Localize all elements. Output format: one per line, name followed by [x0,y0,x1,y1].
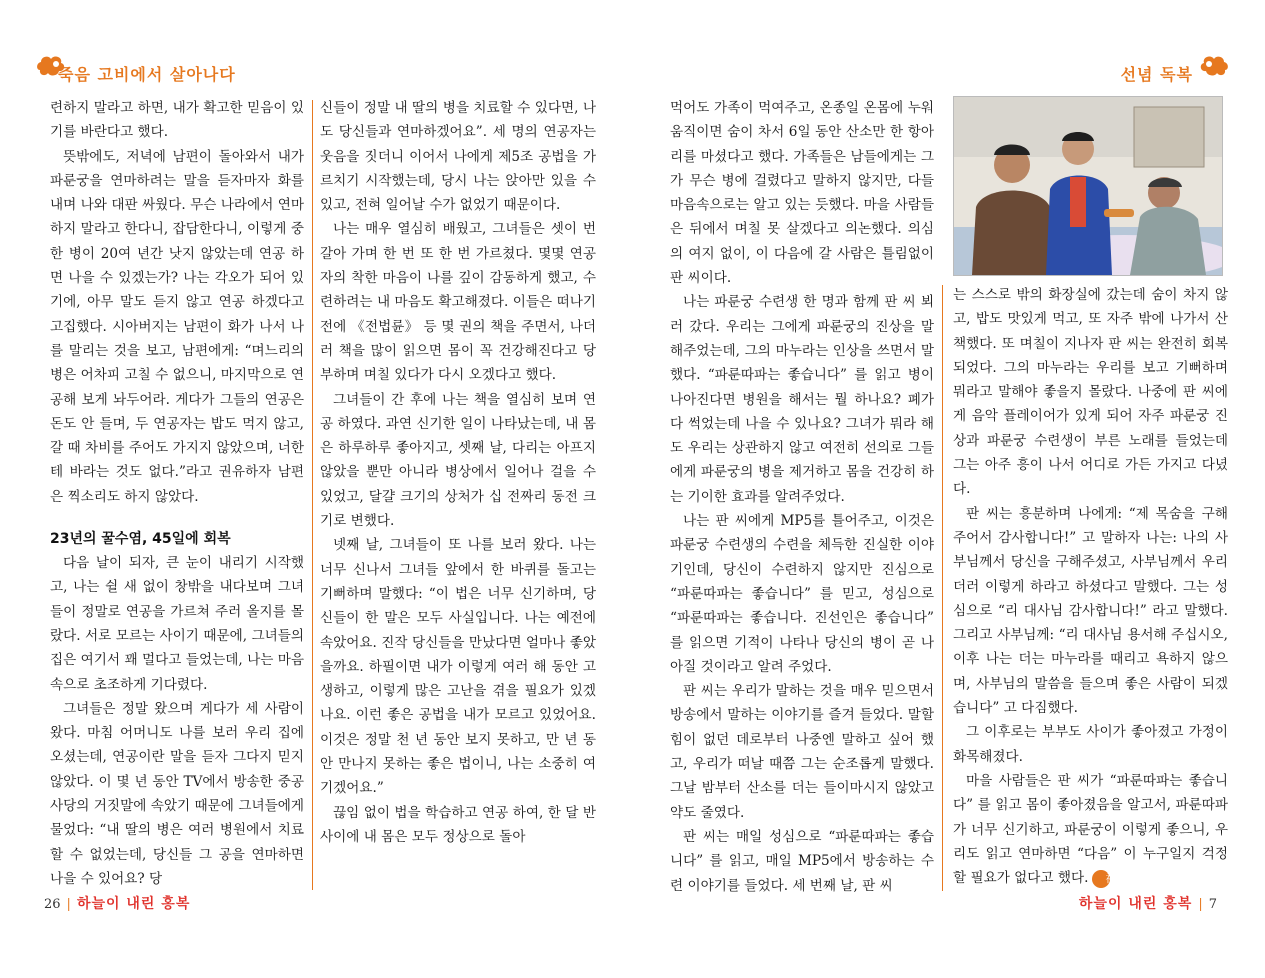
text-column-4 [953,283,1228,890]
column-divider [312,100,313,890]
paragraph-text: 마을 사람들은 판 씨가 “파룬따파는 좋습니다” 를 읽고 몸이 좋아졌음을 알고서, 파룬따파가 너무 신기하고, 파룬궁이 이렇게 좋으니, 우리도 읽고 연마하면 “다음” 이 누구일지 걱정할 필요가 없다고 했다. [953,772,1228,887]
paragraph: 그녀들은 정말 왔으며 게다가 세 사람이 왔다. 마침 어머니도 나를 보러 우리 집에 오셨는데, 연공이란 말을 듣자 그다지 믿지 않았다. 이 몇 년 동안 TV에서 방송한 중공사당의 거짓말에 속았기 때문에 그녀들에게 물었다: “내 딸의 병은 여러 병원에서 치료할 수 없었는데, 당신들 그 공을 연마하면 나을 수 있어요? 당 [50,700,304,887]
running-head: 죽음 고비에서 살아나다 [58,65,236,84]
column-divider [942,285,943,891]
paragraph: 그 이후로는 부부도 사이가 좋아졌고 가정이 화목해졌다. [953,724,1228,765]
paragraph: 다음 날이 되자, 큰 눈이 내리기 시작했고, 나는 쉴 새 없이 창밖을 내다보며 그녀들이 정말로 연공을 가르쳐 주러 올지를 몰랐다. 서로 모르는 사이기 때문에, 그녀들의 집은 여기서 꽤 멀다고 들었는데, 나는 마음속으로 초조하게 기다렸다. [50,555,304,693]
left-page [0,0,632,978]
paragraph: 끊임 없이 법을 학습하고 연공 하여, 한 달 반 사이에 내 몸은 모두 정상으로 돌아 [320,804,596,845]
paragraph: 련하지 말라고 하면, 내가 확고한 믿음이 있기를 바란다고 했다. [50,100,304,141]
paragraph: 먹어도 가족이 먹여주고, 온종일 온몸에 누워 움직이면 숨이 차서 6일 동안 산소만 한 항아리를 마셨다고 했다. 가족들은 남들에게는 그가 무슨 병에 걸렸다고 말하지 않지만, 다들 마음속으로는 알고 있는 듯했다. 마을 사람들은 뒤에서 며칠 못 살겠다고 의논했다. 의심의 여지 없이, 이 다음에 갈 사람은 틀림없이 판 씨이다. [670,100,934,287]
paragraph: 판 씨는 흥분하며 나에게: “제 목숨을 구해 주어서 감사합니다!” 고 말하자 나는: 나의 사부님께서 당신을 구해주셨고, 사부님께서 우리더러 이렇게 하라고 하셨다고 말했다. 그는 성심으로 “리 대사님 감사합니다!” 라고 말했다. 그리고 사부님께: “리 대사님 용서해 주십시오, 이후 나는 더는 마누라를 때리고 욕하지 않으며, 사부님의 말씀을 들으며 좋은 사람이 되겠습니다” 고 다짐했다. [953,505,1228,717]
paragraph: 그녀들이 간 후에 나는 책을 열심히 보며 연공 하였다. 과연 신기한 일이 나타났는데, 내 몸은 하루하루 좋아지고, 셋째 날, 다리는 아프지 않았을 뿐만 아니라 병상에서 일어나 걸을 수 있었고, 달걀 크기의 상처가 십 전짜리 동전 크기로 변했다. [320,391,596,530]
paragraph: 나는 판 씨에게 MP5를 틀어주고, 이것은 파룬궁 수련생의 수련을 체득한 진실한 이야기인데, 당신이 수련하지 않지만 진심으로 “파룬따파는 좋습니다” 를 믿고, 성심으로 “파룬따파는 좋습니다. 진선인은 좋습니다” 를 읽으면 기적이 나타나 당신의 병이 곧 나아질 것이라고 알려 주었다. [670,513,934,675]
page-footer: 26 | 하늘이 내린 홍복 [44,896,191,912]
page-footer: 하늘이 내린 홍복 | 7 [1078,896,1217,912]
running-head: 선념 독복 [1120,65,1193,84]
publication-title: 하늘이 내린 홍복 [1078,896,1193,912]
paragraph: 나는 매우 열심히 배웠고, 그녀들은 셋이 번갈아 가며 한 번 또 한 번 가르쳤다. 몇몇 연공자의 착한 마음이 나를 깊이 감동하게 했고, 수련하려는 내 마음도 확고해졌다. 이들은 떠나기 전에 《전법륜》 등 몇 권의 책을 주면서, 나더러 책을 많이 읽으면 몸이 꼭 건강해진다고 당부하며 며칠 있다가 다시 오겠다고 했다. [320,221,596,384]
text-column-3 [670,96,934,898]
paragraph: 신들이 정말 내 딸의 병을 치료할 수 있다면, 나도 당신들과 연마하겠어요”. 세 명의 연공자는 웃음을 짓더니 이어서 나에게 제5조 공법을 가르치기 시작했는데, 당시 나는 앉아만 있을 수 있고, 전혀 일어날 수가 없었기 때문이다. [320,100,596,214]
section-heading: 23년의 꿀수염, 45일에 회복 [50,531,231,548]
cloud-ornament-icon [1197,50,1231,84]
paragraph: 넷째 날, 그녀들이 또 나를 보러 왔다. 나는 너무 신나서 그녀들 앞에서 한 바퀴를 돌고는 기뻐하며 말했다: “이 법은 너무 신기하며, 당신들이 한 말은 모두 사실입니다. 나는 예전에 속았어요. 진작 당신들을 만났다면 얼마나 좋았을까요. 하필이면 내가 이렇게 여러 해 동안 고생하고, 이렇게 많은 고난을 겪을 필요가 있겠나요. 이런 좋은 공법을 내가 모르고 있었어요. 이것은 정말 천 년 동안 보지 못하고, 만 년 동안 만나지 못하는 좋은 법이니, 나는 소중히 여기겠어요.” [320,537,596,797]
publication-title: 하늘이 내린 홍복 [76,896,191,912]
page-number: 7 [1208,897,1217,912]
text-column-2 [320,96,596,849]
paragraph: 판 씨는 매일 성심으로 “파룬따파는 좋습니다” 를 읽고, 매일 MP5에서 방송하는 수련 이야기를 들었다. 세 번째 날, 판 씨 [670,828,934,894]
page-number: 26 [44,897,61,912]
paragraph: 는 스스로 밖의 화장실에 갔는데 숨이 차지 않고, 밥도 맛있게 먹고, 또 자주 밖에 나가서 산책했다. 또 며칠이 지나자 판 씨는 완전히 회복되었다. 그의 마누라는 우리를 보고 기뻐하며 뭐라고 말해야 좋을지 몰랐다. 나중에 판 씨에게 음악 플레이어가 있게 되어 자주 파룬궁 진상과 파룬궁 수련생이 부른 노래를 들었는데 그는 아주 흥이 나서 어디로 가든 가지고 다녔다. [953,287,1228,498]
paragraph: 나는 파룬궁 수련생 한 명과 함께 판 씨 뵈러 갔다. 우리는 그에게 파룬궁의 진상을 말해주었는데, 그의 마누라는 인상을 쓰면서 말했다. “파룬따파는 좋습니다” 를 읽고 병이 나아진다면 병원을 해서는 뭘 하나요? 폐가 다 썩었는데 나을 수 있나요? 그녀가 뭐라 해도 우리는 상관하지 않고 여전히 선의로 그들에게 파룬궁의 병을 제거하고 몸을 건강히 하는 기이한 효과를 알려주었다. [670,294,934,505]
end-mark-icon: 福 [1092,870,1110,888]
text-column-1 [50,96,304,891]
paragraph: 뜻밖에도, 저녁에 남편이 돌아와서 내가 파룬궁을 연마하려는 말을 듣자마자 화를 내며 나와 대판 싸웠다. 무슨 나라에서 연마하지 말라고 한다니, 잡담한다니, 이렇게 중한 병이 20여 년간 낫지 않았는데 연공 하면 나을 수 있겠는가? 나는 각오가 되어 있기에, 아무 말도 듣지 않고 연공 하겠다고 고집했다. 시아버지는 남편이 화가 나서 나를 말리는 것을 보고, 남편에게: “며느리의 병은 어차피 고칠 수 없으니, 마지막으로 연공해 보게 놔두어라. 게다가 그들의 연공은 돈도 안 들며, 두 연공자는 밥도 먹지 않고, 갈 때 차비를 주어도 가지지 않았으며, 너한테 바라는 것도 없다.”라고 권유하자 남편은 찍소리도 하지 않았다. [50,148,304,505]
paragraph: 판 씨는 우리가 말하는 것을 매우 믿으면서 방송에서 말하는 이야기를 즐겨 들었다. 말할 힘이 없던 데로부터 나중엔 말하고 싶어 했고, 우리가 떠날 때쯤 그는 순조롭게 말했다. 그날 밤부터 산소를 더는 들이마시지 않았고 약도 줄였다. [670,683,934,821]
illustration-image [953,96,1223,276]
paragraph [953,769,1228,890]
